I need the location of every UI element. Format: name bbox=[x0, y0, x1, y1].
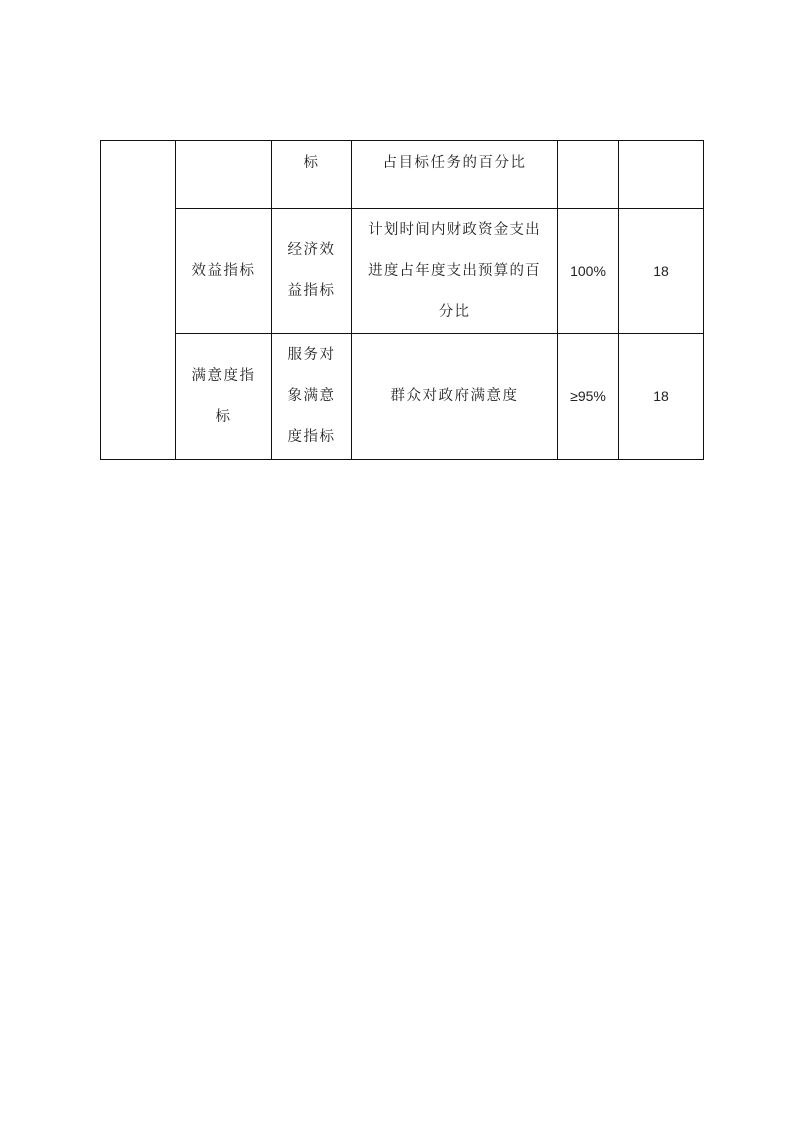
score-cell: 18 bbox=[619, 334, 704, 460]
level1-cell-blank bbox=[176, 141, 272, 209]
level1-cell: 效益指标 bbox=[176, 209, 272, 334]
score-cell bbox=[619, 141, 704, 209]
target-value-cell: ≥95% bbox=[558, 334, 619, 460]
level2-cell: 服务对 象满意 度指标 bbox=[272, 334, 352, 460]
table-row bbox=[101, 334, 704, 460]
table-row bbox=[101, 141, 704, 209]
level2-cell: 经济效 益指标 bbox=[272, 209, 352, 334]
category-cell-blank bbox=[101, 141, 176, 460]
metric-cell: 群众对政府满意度 bbox=[352, 334, 558, 460]
level1-cell: 满意度指 标 bbox=[176, 334, 272, 460]
target-value-cell bbox=[558, 141, 619, 209]
metric-cell: 占目标任务的百分比 bbox=[352, 141, 558, 209]
table-row bbox=[101, 209, 704, 334]
target-value-cell: 100% bbox=[558, 209, 619, 334]
metric-cell: 计划时间内财政资金支出 进度占年度支出预算的百 分比 bbox=[352, 209, 558, 334]
level2-cell: 标 bbox=[272, 141, 352, 209]
score-cell: 18 bbox=[619, 209, 704, 334]
performance-indicator-table bbox=[100, 140, 704, 460]
